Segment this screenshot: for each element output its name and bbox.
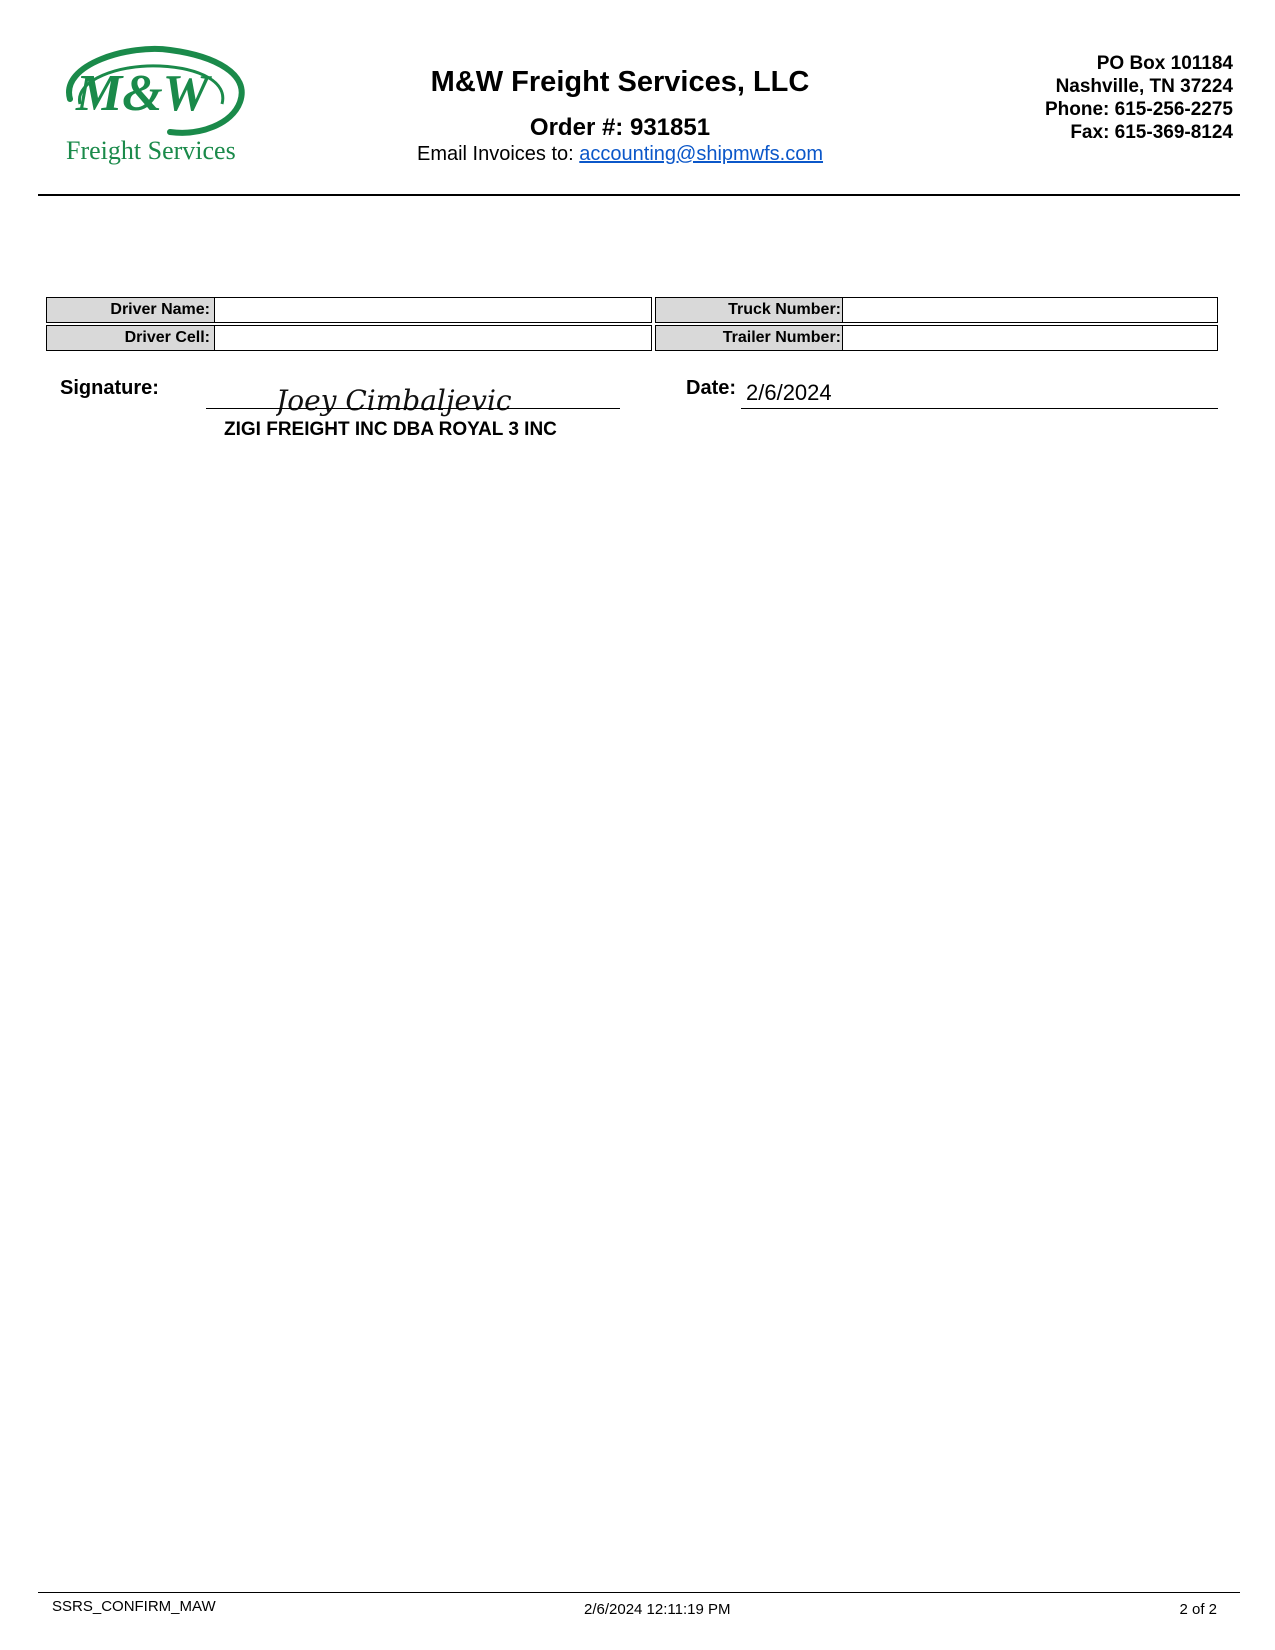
handwritten-signature [276,380,536,418]
email-link[interactable]: accounting@shipmwfs.com [579,143,824,165]
address-city: Nashville, TN 37224 [1055,76,1233,97]
footer-divider [38,1592,1240,1593]
header-divider [38,194,1240,196]
order-number-line [380,114,860,142]
company-address [1045,52,1233,144]
info-row [46,297,1218,323]
signature-line [206,408,620,409]
driver-info-table [46,297,1218,353]
logo-letters: M&W [76,65,209,122]
email-invoices-line [340,143,900,166]
company-name: M&W Freight Services, LLC [430,66,810,98]
signature-label: Signature: [60,377,159,399]
truck-number-field[interactable] [842,297,1218,323]
truck-number-label: Truck Number: [655,297,846,323]
footer-page-number: 2 of 2 [1179,1601,1217,1618]
footer-timestamp: 2/6/2024 12:11:19 PM [584,1601,731,1618]
address-fax: Fax: 615-369-8124 [1070,122,1233,143]
footer-report-name: SSRS_CONFIRM_MAW [52,1598,216,1615]
email-prefix: Email Invoices to: [416,143,574,165]
date-label: Date: [686,377,737,399]
logo-emblem [50,44,250,139]
address-phone: Phone: 615-256-2275 [1045,99,1233,120]
logo-subtitle: Freight Services [66,136,236,165]
address-po-box: PO Box 101184 [1096,53,1233,74]
driver-cell-label: Driver Cell: [46,325,215,351]
order-label: Order #: [529,114,624,141]
signer-company: ZIGI FREIGHT INC DBA ROYAL 3 INC [224,419,557,440]
info-row [46,325,1218,351]
company-logo [50,44,260,174]
driver-name-field[interactable] [214,297,652,323]
driver-cell-field[interactable] [214,325,652,351]
signature-text: Joey Cimbaljevic [276,384,512,417]
trailer-number-label: Trailer Number: [655,325,846,351]
trailer-number-field[interactable] [842,325,1218,351]
date-value: 2/6/2024 [746,380,832,405]
driver-name-label: Driver Name: [46,297,215,323]
order-number: 931851 [629,114,711,141]
date-line [741,408,1218,409]
